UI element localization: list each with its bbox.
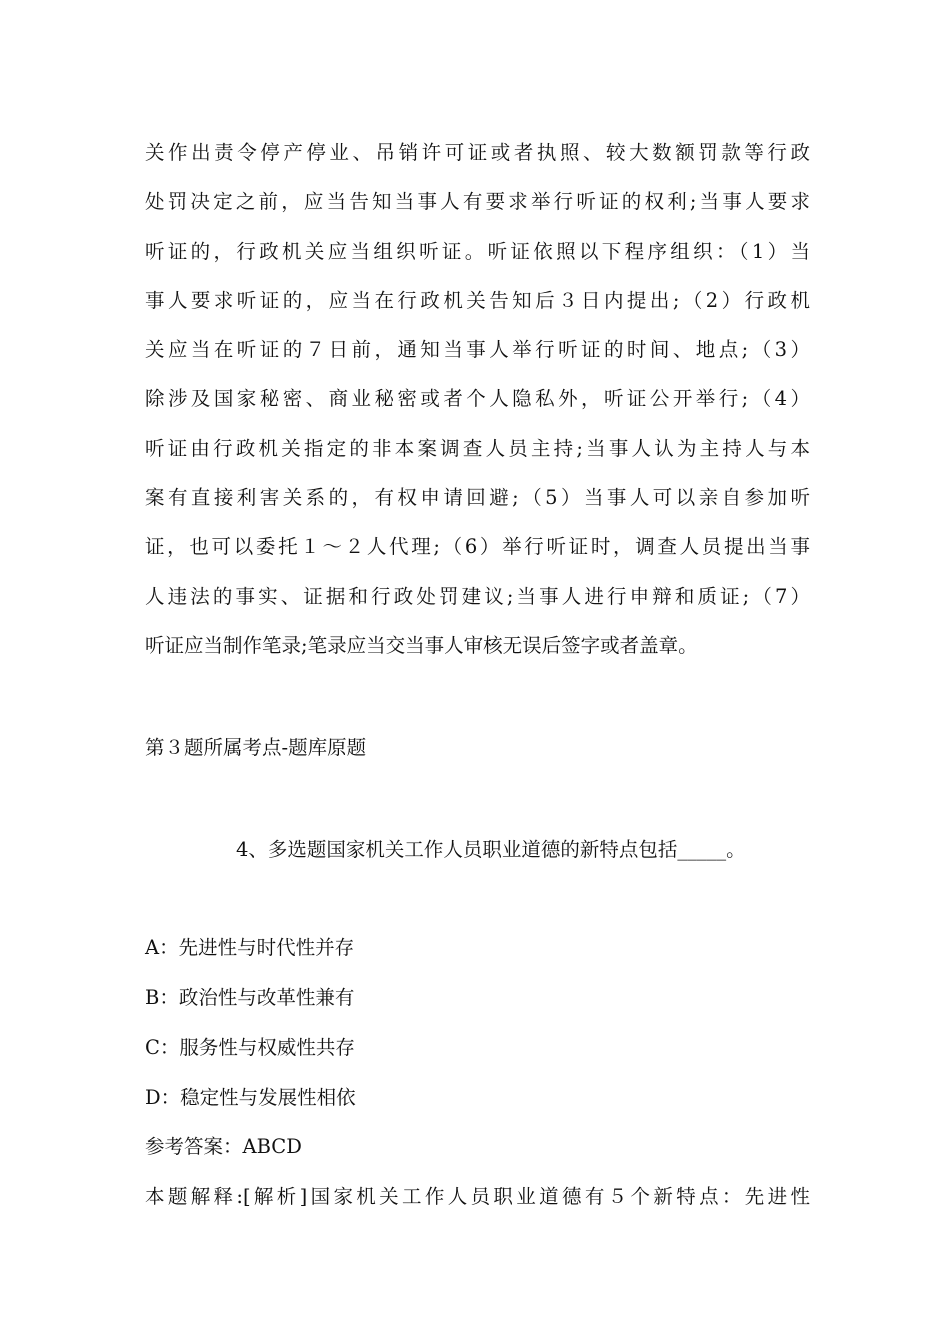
paragraph-line: 除涉及国家秘密、商业秘密或者个人隐私外，听证公开举行;（4） [145, 387, 810, 411]
paragraph-line: 听证应当制作笔录;笔录应当交当事人审核无误后签字或者盖章。 [145, 633, 698, 657]
paragraph-line: 案有直接利害关系的，有权申请回避;（5）当事人可以亲自参加听 [145, 486, 810, 510]
reference-answer: 参考答案：ABCD [145, 1135, 302, 1158]
paragraph-line: 处罚决定之前，应当告知当事人有要求举行听证的权利;当事人要求 [145, 190, 810, 214]
option-a: A：先进性与时代性并存 [145, 936, 355, 959]
option-b: B：政治性与改革性兼有 [145, 986, 355, 1009]
previous-answer-explanation [145, 128, 810, 670]
paragraph-line: 听证的，行政机关应当组织听证。听证依照以下程序组织：（1）当 [145, 239, 810, 263]
question-topic-label: 第３题所属考点-题库原题 [145, 736, 367, 759]
paragraph-line: 人违法的事实、证据和行政处罚建议;当事人进行申辩和质证;（7） [145, 584, 810, 608]
question-text: 4、多选题国家机关工作人员职业道德的新特点包括_____。 [236, 838, 746, 861]
paragraph-line: 关应当在听证的７日前，通知当事人举行听证的时间、地点;（3） [145, 338, 810, 362]
option-c: C：服务性与权威性共存 [145, 1036, 355, 1059]
paragraph-line: 事人要求听证的，应当在行政机关告知后３日内提出;（2）行政机 [145, 288, 810, 312]
answer-options [145, 933, 356, 1133]
answer-explanation: 本题解释:[解析]国家机关工作人员职业道德有５个新特点：先进性 [145, 1185, 810, 1208]
paragraph-line: 证，也可以委托１～２人代理;（6）举行听证时，调查人员提出当事 [145, 535, 810, 559]
paragraph-line: 关作出责令停产停业、吊销许可证或者执照、较大数额罚款等行政 [145, 141, 810, 164]
paragraph-line: 听证由行政机关指定的非本案调查人员主持;当事人认为主持人与本 [145, 436, 810, 460]
option-d: D：稳定性与发展性相依 [145, 1086, 356, 1109]
